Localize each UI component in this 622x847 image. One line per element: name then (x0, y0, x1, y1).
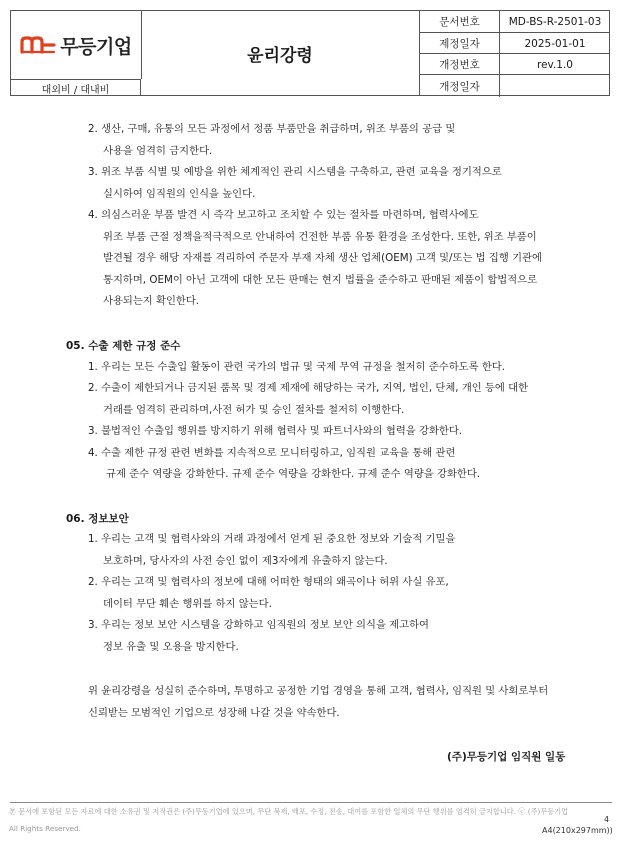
meta-row-doc-number (420, 11, 610, 32)
body-line: 2. 생산, 구매, 유통의 모든 과정에서 정품 부품만을 취급하며, 위조 부품의 공급 및 (88, 123, 456, 135)
meta-key: 제정일자 (420, 33, 500, 54)
closing-line: 위 윤리강령을 성실히 준수하며, 투명하고 공정한 기업 경영을 통해 고객, 협력사, 임직원 및 사회로부터 (88, 685, 549, 697)
meta-key: 개정번호 (420, 54, 500, 75)
section-heading-infosec: 06. 정보보안 (66, 513, 129, 525)
body-line: 1. 우리는 고객 및 협력사와의 거래 과정에서 얻게 된 중요한 정보와 기술적 기밀을 (88, 533, 456, 545)
body-line: 사용을 엄격히 금지한다. (103, 145, 213, 157)
body-line: 1. 우리는 모든 수출입 활동이 관련 국가의 법규 및 국제 무역 규정을 철저히 준수하도록 한다. (88, 361, 506, 373)
company-logo (20, 32, 131, 59)
footer-divider (10, 802, 612, 803)
body-line: 2. 우리는 고객 및 협력사의 정보에 대해 어떠한 형태의 왜곡이나 허위 사실 유포, (88, 576, 449, 588)
meta-row-revision-date (420, 74, 610, 97)
body-line: 거래를 엄격히 관리하며,사전 허가 및 승인 절차를 철저히 이행한다. (103, 404, 405, 416)
meta-key: 문서번호 (420, 11, 500, 32)
paper-size: A4(210x297mm)) (542, 826, 613, 835)
body-line: 3. 우리는 정보 보안 시스템을 강화하고 임직원의 정보 보안 의식을 제고하여 (88, 619, 429, 631)
body-line: 위조 부품 근절 정책을적극적으로 안내하여 건전한 부품 유통 환경을 조성한다. 또한, 위조 부품이 (103, 231, 537, 243)
distribution-label: 대외비 / 대내비 (11, 79, 141, 96)
meta-value (500, 75, 610, 97)
meta-value: MD-BS-R-2501-03 (508, 15, 602, 28)
footer-rights: All Rights Reserved. (9, 824, 81, 833)
body-line: 4. 의심스러운 부품 발견 시 즉각 보고하고 조치할 수 있는 절차를 마련하며, 협력사에도 (88, 209, 479, 221)
body-line: 실시하여 임직원의 인식을 높인다. (103, 188, 256, 200)
body-line: 데이터 무단 훼손 행위를 하지 않는다. (103, 598, 272, 610)
body-line: 2. 수출이 제한되거나 금지된 품목 및 경제 제재에 해당하는 국가, 지역, 법인, 단체, 개인 등에 대한 (88, 382, 529, 394)
footer-copyright: 본 문서에 포함된 모든 자료에 대한 소유권 및 저작권은 (주)무등기업에 있으며, 무단 복제, 배포, 수정, 전송, 대여를 포함한 일체의 무단 행위를 엄격히 금지합니다. ⓒ (주)무등기업 (9, 807, 569, 816)
document-title: 윤리강령 (141, 11, 420, 96)
signature: (주)무등기업 임직원 일동 (447, 751, 566, 763)
logo-text: 무등기업 (60, 35, 132, 58)
page-number: 4 (604, 815, 610, 824)
body-line: 통지하며, OEM이 아닌 고객에 대한 모든 판매는 현지 법률을 준수하고 판매된 제품이 합법적으로 (103, 274, 538, 286)
meta-row-revision-number (420, 53, 610, 75)
body-line: 사용되는지 확인한다. (103, 295, 200, 307)
body-line: 발견될 경우 해당 자재를 격리하여 주문자 부재 자체 생산 업체(OEM) 고객 및/또는 법 집행 기관에 (103, 252, 542, 264)
body-line: 3. 위조 부품 식별 및 예방을 위한 체계적인 관리 시스템을 구축하고, 관련 교육을 정기적으로 (88, 166, 502, 178)
body-line: 규제 준수 역량을 강화한다. 규제 준수 역량을 강화한다. 규제 준수 역량을 강화한다. (106, 468, 481, 480)
section-heading-export: 05. 수출 제한 규정 준수 (66, 340, 181, 352)
body-line: 3. 불법적인 수출입 행위를 방지하기 위해 협력사 및 파트너사와의 협력을 강화한다. (88, 425, 463, 437)
body-line: 정보 유출 및 오용을 방지한다. (103, 641, 239, 653)
mudeung-logo-icon (20, 36, 56, 54)
meta-value: rev.1.0 (537, 58, 573, 71)
meta-row-established-date (420, 32, 610, 54)
body-line: 4. 수출 제한 규정 관련 변화를 지속적으로 모니터링하고, 임직원 교육을 통해 관련 (88, 447, 456, 459)
document-header (10, 10, 610, 96)
meta-key: 개정일자 (420, 75, 500, 97)
logo-cell (11, 11, 142, 79)
body-line: 보호하며, 당사자의 사전 승인 없이 제3자에게 유출하지 않는다. (103, 555, 388, 567)
meta-value: 2025-01-01 (524, 37, 586, 50)
closing-line: 신뢰받는 모범적인 기업으로 성장해 나갈 것을 약속한다. (88, 707, 340, 719)
